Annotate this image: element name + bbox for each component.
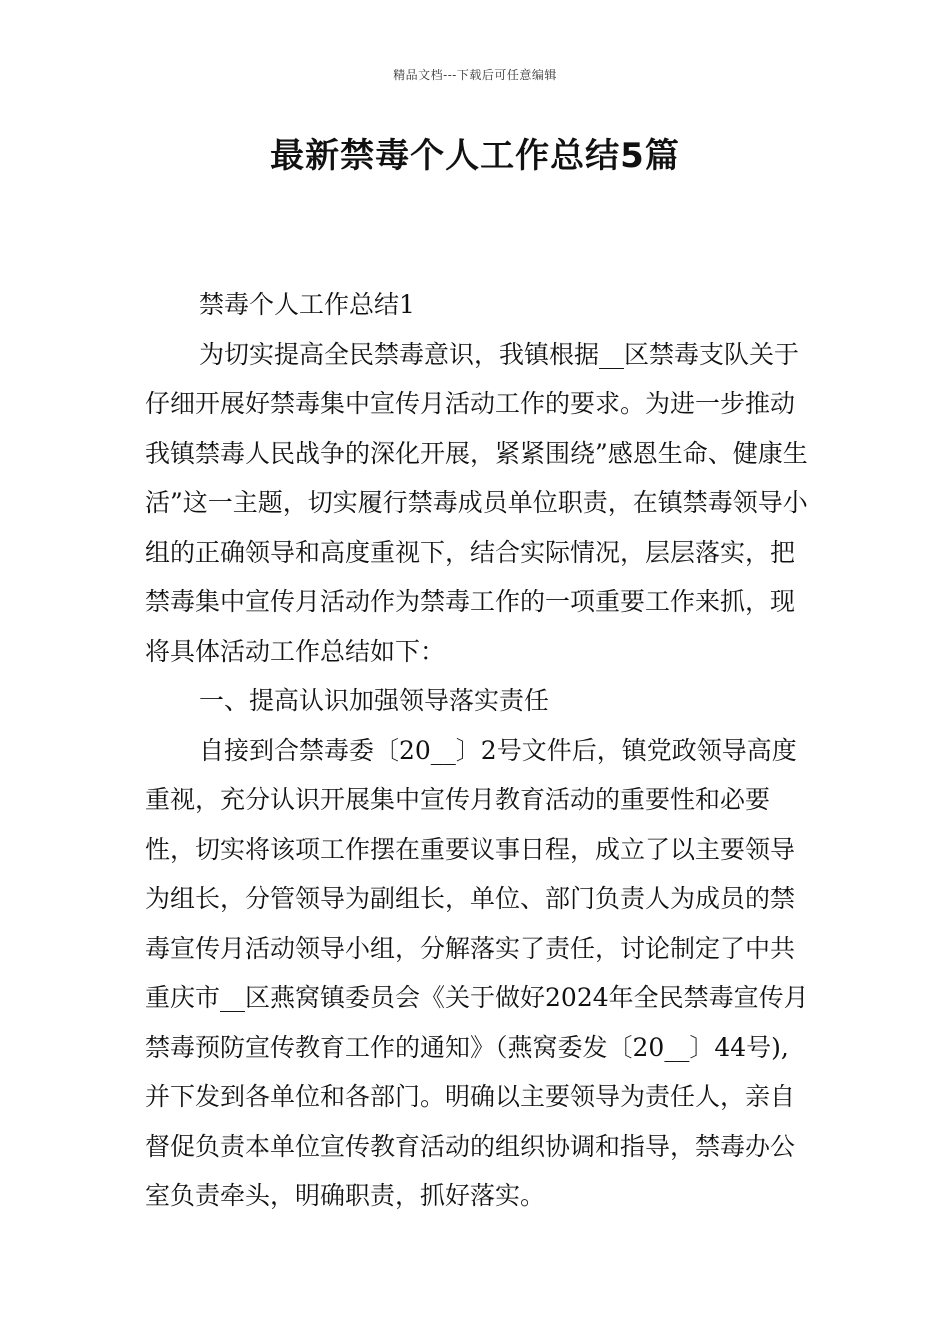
section-heading: 禁毒个人工作总结1 (199, 290, 415, 319)
document-body (145, 280, 810, 1221)
page-header-note: 精品文档---下载后可任意编辑 (393, 68, 557, 82)
document-title: 最新禁毒个人工作总结5篇 (270, 136, 680, 176)
paragraph-intro: 为切实提高全民禁毒意识，我镇根据__区禁毒支队关于仔细开展好禁毒集中宣传月活动工作的要求。为进一步推动我镇禁毒人民战争的深化开展，紧紧围绕”感恩生命、健康生活”这一主题，切实履行禁毒成员单位职责，在镇禁毒领导小组的正确领导和高度重视下，结合实际情况，层层落实，把禁毒集中宣传月活动作为禁毒工作的一项重要工作来抓，现将具体活动工作总结如下： (145, 339, 808, 666)
subheading-one: 一、提高认识加强领导落实责任 (199, 686, 550, 715)
paragraph-responsibility: 自接到合禁毒委〔20__〕2号文件后，镇党政领导高度重视，充分认识开展集中宣传月教育活动的重要性和必要性，切实将该项工作摆在重要议事日程，成立了以主要领导为组长，分管领导为副组长，单位、部门负责人为成员的禁毒宣传月活动领导小组，分解落实了责任，讨论制定了中共重庆市__区燕窝镇委员会《关于做好2024年全民禁毒宣传月禁毒预防宣传教育工作的通知》（燕窝委发〔20__〕44号),并下发到各单位和各部门。明确以主要领导为责任人，亲自督促负责本单位宣传教育活动的组织协调和指导，禁毒办公室负责牵头，明确职责，抓好落实。 (145, 735, 809, 1210)
